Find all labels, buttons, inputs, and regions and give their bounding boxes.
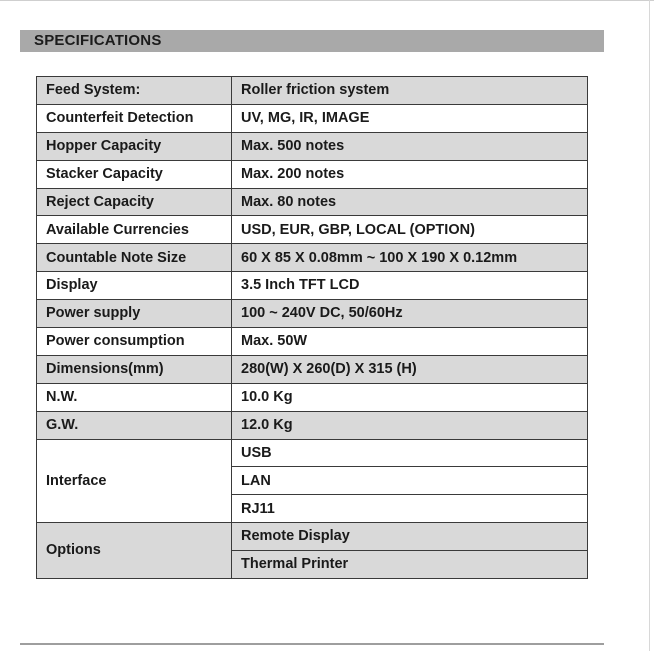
table-row [37,272,588,300]
spec-label: Reject Capacity [37,188,232,216]
specifications-table [36,76,588,579]
spec-value: Max. 200 notes [232,160,588,188]
spec-value: 10.0 Kg [232,383,588,411]
interface-label: Interface [37,439,232,523]
table-row [37,104,588,132]
spec-label: Stacker Capacity [37,160,232,188]
table-row [37,300,588,328]
spec-value: Max. 50W [232,328,588,356]
spec-label: Hopper Capacity [37,132,232,160]
table-row [37,160,588,188]
spec-label: Dimensions(mm) [37,355,232,383]
spec-value: 12.0 Kg [232,411,588,439]
table-row [37,411,588,439]
table-row [37,216,588,244]
spec-label: N.W. [37,383,232,411]
table-row-interface [37,439,588,467]
spec-value: Max. 80 notes [232,188,588,216]
spec-label: Feed System: [37,77,232,105]
spec-value: Roller friction system [232,77,588,105]
table-row [37,244,588,272]
interface-value: USB [232,439,588,467]
section-header [20,30,604,52]
spec-label: Power supply [37,300,232,328]
options-label: Options [37,523,232,579]
options-value: Thermal Printer [232,551,588,579]
table-row [37,383,588,411]
spec-value: USD, EUR, GBP, LOCAL (OPTION) [232,216,588,244]
top-divider [0,0,654,1]
table-row [37,132,588,160]
spec-value: UV, MG, IR, IMAGE [232,104,588,132]
table-row [37,355,588,383]
interface-value: RJ11 [232,495,588,523]
table-row [37,77,588,105]
spec-value: Max. 500 notes [232,132,588,160]
spec-value: 3.5 Inch TFT LCD [232,272,588,300]
spec-label: Counterfeit Detection [37,104,232,132]
options-value: Remote Display [232,523,588,551]
spec-value: 100 ~ 240V DC, 50/60Hz [232,300,588,328]
spec-value: 60 X 85 X 0.08mm ~ 100 X 190 X 0.12mm [232,244,588,272]
table-row [37,328,588,356]
spec-value: 280(W) X 260(D) X 315 (H) [232,355,588,383]
spec-label: Display [37,272,232,300]
interface-value: LAN [232,467,588,495]
spec-label: Power consumption [37,328,232,356]
spec-label: Countable Note Size [37,244,232,272]
table-row [37,188,588,216]
table-row-options [37,523,588,551]
section-title: SPECIFICATIONS [34,32,162,49]
bottom-divider [20,643,604,645]
spec-label: G.W. [37,411,232,439]
right-divider [649,0,650,651]
spec-label: Available Currencies [37,216,232,244]
